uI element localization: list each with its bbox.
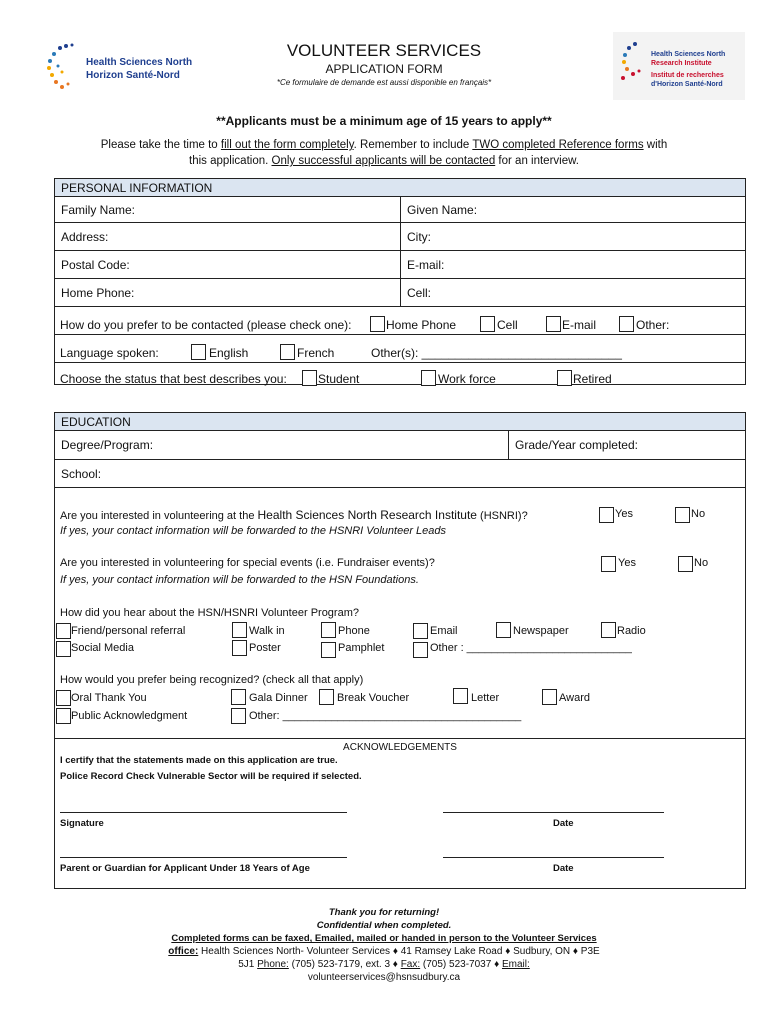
home-phone-field[interactable]: Home Phone:: [55, 279, 401, 307]
signature-date-line[interactable]: [443, 812, 664, 813]
hsnri-name-en-2: Research Institute: [651, 60, 712, 67]
hear-phone-checkbox[interactable]: [321, 622, 336, 638]
address-field[interactable]: Address:: [55, 223, 401, 251]
status-option-label: Retired: [573, 372, 612, 386]
recog-option-label: Gala Dinner: [249, 692, 308, 704]
recog-option-label: Break Voucher: [337, 692, 410, 704]
status-retired-checkbox[interactable]: [557, 370, 572, 386]
hear-poster-checkbox[interactable]: [232, 640, 247, 656]
footer-submission-note: Completed forms can be faxed, Emailed, mailed or handed in person to the Volunteer Services: [171, 933, 597, 944]
recog-break-voucher-checkbox[interactable]: [319, 689, 334, 705]
age-notice: **Applicants must be a minimum age of 15 years to apply**: [216, 114, 552, 128]
date-label: Date: [553, 863, 574, 874]
degree-program-field[interactable]: Degree/Program:: [55, 431, 509, 460]
intro-text: [54, 137, 714, 169]
date-label: Date: [553, 818, 574, 829]
ack-certify-line: I certify that the statements made on this application are true.: [60, 755, 338, 766]
status-option-label: Student: [318, 372, 360, 386]
footer-confidential: Confidential when completed.: [316, 920, 452, 931]
contact-option-label: Home Phone: [386, 318, 457, 332]
hsn-logo-text: [86, 56, 192, 82]
hear-option-label: Phone: [338, 625, 370, 637]
status-student-checkbox[interactable]: [302, 370, 317, 386]
hear-option-label: Newspaper: [513, 625, 569, 637]
contact-email-checkbox[interactable]: [546, 316, 561, 332]
contact-other-checkbox[interactable]: [619, 316, 634, 332]
recog-oral-thanks-checkbox[interactable]: [56, 690, 71, 706]
recog-option-label: Oral Thank You: [71, 692, 147, 704]
yes-label: Yes: [618, 557, 636, 569]
language-question: Language spoken:: [60, 346, 159, 360]
status-option-label: Work force: [438, 372, 496, 386]
page-subtitle: APPLICATION FORM: [325, 62, 443, 76]
intro-part: . Remember to include: [353, 139, 473, 151]
events-yes-checkbox[interactable]: [601, 556, 616, 572]
intro-part: Please take the time to: [100, 139, 221, 151]
intro-part: with: [643, 139, 668, 151]
ack-heading: ACKNOWLEDGEMENTS: [343, 742, 457, 753]
yes-label: Yes: [615, 508, 633, 520]
school-field[interactable]: School:: [55, 460, 746, 488]
personal-section-heading: PERSONAL INFORMATION: [55, 179, 746, 197]
city-field[interactable]: City:: [401, 223, 746, 251]
hear-other-field[interactable]: Other : ___________________________: [430, 642, 632, 654]
events-question-note: If yes, your contact information will be forwarded to the HSN Foundations.: [60, 574, 419, 586]
guardian-signature-line[interactable]: [60, 857, 347, 858]
hear-newspaper-checkbox[interactable]: [496, 622, 511, 638]
no-label: No: [694, 557, 709, 569]
guardian-date-line[interactable]: [443, 857, 664, 858]
cell-field[interactable]: Cell:: [401, 279, 746, 307]
education-section-heading: EDUCATION: [55, 413, 746, 431]
footer-office-line: [0, 945, 768, 958]
ack-police-check-line: Police Record Check Vulnerable Sector will be required if selected.: [60, 771, 362, 782]
fax-label: Fax:: [400, 959, 421, 970]
office-address: Health Sciences North- Volunteer Services ♦ 41 Ramsey Lake Road ♦ Sudbury, ON ♦ P3E: [198, 946, 600, 957]
hear-option-label: Walk in: [249, 625, 285, 637]
guardian-label: Parent or Guardian for Applicant Under 18 Years of Age: [60, 863, 310, 874]
postal-tail: 5J1: [238, 959, 258, 970]
intro-underline: fill out the form completely: [220, 139, 354, 151]
status-workforce-checkbox[interactable]: [421, 370, 436, 386]
contact-option-label: Other:: [636, 318, 670, 332]
footer-email-address[interactable]: volunteerservices@hsnsudbury.ca: [307, 972, 461, 983]
hsnri-name-en: Health Sciences North: [651, 51, 726, 58]
hsnri-name-fr: Institut de recherches: [651, 72, 724, 79]
family-name-field[interactable]: Family Name:: [55, 197, 401, 223]
recog-option-label: Award: [559, 692, 590, 704]
recog-other-field[interactable]: Other: _______________________________________: [249, 710, 522, 722]
status-question: Choose the status that best describes you:: [60, 372, 287, 386]
footer: [0, 906, 768, 984]
given-name-field[interactable]: Given Name:: [401, 197, 746, 223]
signature-label: Signature: [60, 818, 104, 829]
hear-social-media-checkbox[interactable]: [56, 641, 71, 657]
hsnri-question-part: Are you interested in volunteering at the: [60, 510, 258, 522]
events-question: Are you interested in volunteering for special events (i.e. Fundraiser events)?: [60, 557, 435, 569]
french-availability-note: *Ce formulaire de demande est aussi disponible en français*: [276, 78, 492, 87]
language-english-checkbox[interactable]: [191, 344, 206, 360]
hear-option-label: Radio: [617, 625, 646, 637]
page-title: VOLUNTEER SERVICES: [286, 41, 482, 60]
contact-home-phone-checkbox[interactable]: [370, 316, 385, 332]
events-no-checkbox[interactable]: [678, 556, 693, 572]
intro-underline: TWO completed Reference forms: [472, 139, 644, 151]
hear-other-checkbox[interactable]: [413, 642, 428, 658]
signature-line[interactable]: [60, 812, 347, 813]
intro-part: for an interview.: [495, 155, 579, 167]
phone-number: (705) 523-7179, ext. 3 ♦: [288, 959, 401, 970]
email-label: Email:: [501, 959, 530, 970]
hsnri-no-checkbox[interactable]: [675, 507, 690, 523]
footer-thanks: Thank you for returning!: [328, 907, 440, 918]
intro-underline: Only successful applicants will be contacted: [271, 155, 496, 167]
office-label: office:: [168, 946, 199, 957]
hear-option-label: Friend/personal referral: [71, 625, 186, 637]
recog-option-label: Letter: [471, 692, 500, 704]
hsnri-question-part: (HSNRI)?: [476, 510, 528, 522]
recog-award-checkbox[interactable]: [542, 689, 557, 705]
postal-code-field[interactable]: Postal Code:: [55, 251, 401, 279]
hear-option-label: Email: [430, 625, 458, 637]
grade-year-field[interactable]: Grade/Year completed:: [509, 431, 746, 460]
hsnri-yes-checkbox[interactable]: [599, 507, 614, 523]
no-label: No: [691, 508, 706, 520]
fax-number: (705) 523-7037 ♦: [420, 959, 502, 970]
hsnri-question: [60, 508, 528, 522]
language-option-label: French: [297, 346, 335, 360]
hear-question: How did you hear about the HSN/HSNRI Volunteer Program?: [60, 607, 359, 619]
contact-option-label: Cell: [497, 318, 518, 332]
education-table: [54, 412, 746, 889]
phone-label: Phone:: [257, 959, 289, 970]
hear-email-checkbox[interactable]: [413, 623, 428, 639]
org-name-en: Health Sciences North: [86, 57, 193, 68]
contact-option-label: E-mail: [562, 318, 597, 332]
org-name-fr: Horizon Santé-Nord: [86, 70, 180, 81]
hsnri-name-fr-2: d'Horizon Santé-Nord: [651, 81, 723, 88]
hsnri-logo: [613, 32, 745, 100]
recognition-question: How would you prefer being recognized? (check all that apply): [60, 674, 364, 686]
hsnri-question-note: If yes, your contact information will be forwarded to the HSNRI Volunteer Leads: [60, 525, 447, 537]
hear-walkin-checkbox[interactable]: [232, 622, 247, 638]
recog-option-label: Public Acknowledgment: [71, 710, 188, 722]
recog-letter-checkbox[interactable]: [453, 688, 468, 704]
recog-gala-dinner-checkbox[interactable]: [231, 689, 246, 705]
email-field[interactable]: E-mail:: [401, 251, 746, 279]
language-other-field[interactable]: Other(s): ______________________________: [371, 346, 622, 360]
language-option-label: English: [209, 346, 249, 360]
contact-question: How do you prefer to be contacted (please check one):: [60, 318, 352, 332]
hsnri-name: Health Sciences North Research Institute: [257, 508, 477, 522]
language-french-checkbox[interactable]: [280, 344, 295, 360]
footer-contact-line: [0, 958, 768, 971]
recog-public-ack-checkbox[interactable]: [56, 708, 71, 724]
hear-friend-checkbox[interactable]: [56, 623, 71, 639]
hear-option-label: Poster: [249, 642, 281, 654]
hear-radio-checkbox[interactable]: [601, 622, 616, 638]
hear-option-label: Social Media: [71, 642, 134, 654]
hsn-logo: [44, 42, 84, 98]
contact-cell-checkbox[interactable]: [480, 316, 495, 332]
intro-part: this application.: [189, 155, 272, 167]
hear-option-label: Pamphlet: [338, 642, 385, 654]
recog-other-checkbox[interactable]: [231, 708, 246, 724]
hear-pamphlet-checkbox[interactable]: [321, 642, 336, 658]
